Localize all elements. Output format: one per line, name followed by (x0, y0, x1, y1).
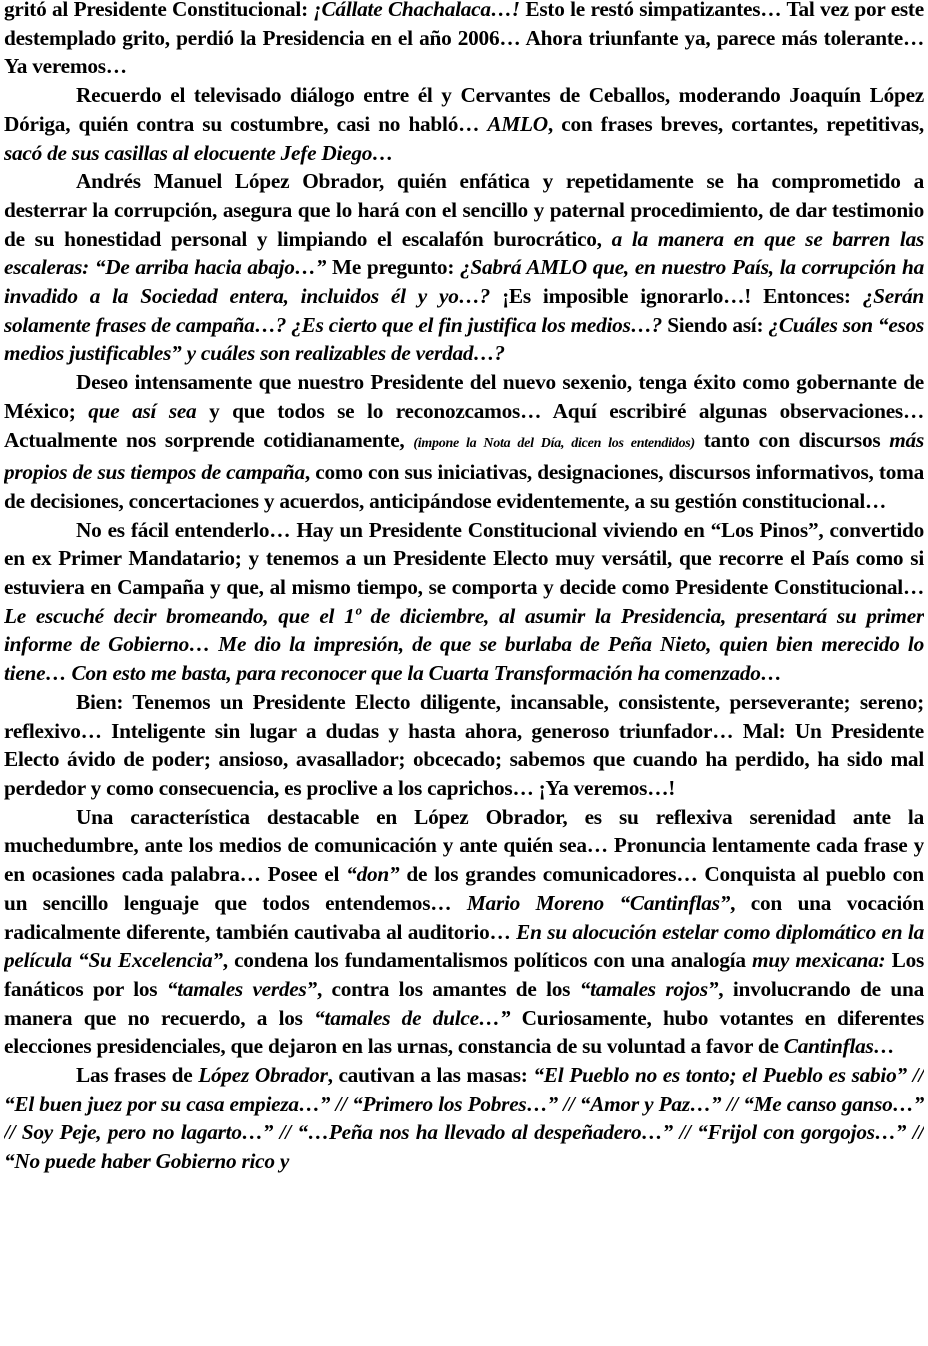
text-run: Bien: Tenemos un Presidente Electo diligente, incansable, consistente, perseverante; sereno; reflexivo… Inteligente sin lugar a dudas y hasta ahora, generoso triunfador… Mal: Un Presidente Electo ávido de poder; ansioso, avasallador; obcecado; sabemos que cuando ha perdido, ha sido mal perdedor y como consecuencia, es proclive a los caprichos… ¡Ya veremos…! (4, 689, 924, 800)
paragraph (4, 0, 924, 81)
italic-text: ¡Cállate Chachalaca…! (313, 0, 520, 21)
text-run: Esto le restó simpatizantes… Tal vez por este destemplado grito, perdió la Presidencia en el año 2006… Ahora triunfante ya, parece más tolerante… Ya veremos… (4, 0, 924, 79)
text-run: , involucrando de una manera que no recuerdo, a los (4, 976, 924, 1030)
text-run: y que todos se lo reconozcamos… Aquí escribiré algunas observaciones… Actualmente nos sorprende cotidianamente, (4, 398, 924, 452)
italic-text: En su alocución estelar como diplomático en la película “Su Excelencia” (4, 919, 924, 973)
italic-text: “don” (346, 862, 400, 887)
italic-text: ¿Cuáles son “esos medios justificables” y cuáles son realizables de verdad…? (4, 312, 924, 366)
text-run: No es fácil entenderlo… Hay un Presidente Constitucional viviendo en “Los Pinos”, convertido en ex Primer Mandatario; y tenemos a un Presidente Electo muy versátil, que recorre el País como si estuviera en Campaña y que, al mismo tiempo, se comporta y decide como Presidente Constitucional… (4, 517, 924, 600)
text-run: , como con sus iniciativas, designaciones, discursos informativos, toma de decisiones, concertaciones y acuerdos, anticipándose evidentemente, a su gestión constitucional… (4, 460, 924, 513)
italic-text: más propios de sus tiempos de campaña (4, 427, 924, 485)
text-run: Deseo intensamente que nuestro Presidente del nuevo sexenio, tenga éxito como gobernante de México; (4, 370, 924, 423)
text-run: tanto con discursos (694, 427, 890, 452)
paragraph (4, 803, 924, 1061)
paragraph (4, 1061, 924, 1176)
paragraph (4, 368, 924, 516)
text-run: Siendo así: (662, 312, 769, 337)
paragraph (4, 167, 924, 368)
text-run: , cautivan a las masas: (327, 1063, 534, 1088)
italic-text: “tamales verdes” (166, 976, 317, 1001)
small-italic-text: (impone la Nota del Día, dicen los entendidos) (413, 435, 695, 451)
italic-text: que así sea (88, 398, 197, 423)
italic-text: Mario Moreno “Cantinflas” (466, 890, 731, 915)
text-run: Me pregunto: (326, 255, 461, 280)
italic-text: a la manera en que se barren las escaleras: “De arriba hacia abajo…” (4, 226, 924, 280)
text-run: Recuerdo el televisado diálogo entre él y Cervantes de Ceballos, moderando Joaquín López Dóriga, quién contra su costumbre, casi no habló… (4, 83, 924, 136)
italic-text: ¿Sabrá AMLO que, en nuestro País, la corrupción ha invadido a la Sociedad entera, incluidos él y yo…? (4, 255, 924, 309)
text-run: ¡Es imposible ignorarlo…! Entonces: (490, 284, 863, 309)
paragraph (4, 81, 924, 167)
paragraph (4, 688, 924, 803)
italic-text: Cantinflas… (783, 1034, 895, 1059)
italic-text: muy mexicana: (751, 948, 886, 973)
text-run: Curiosamente, hubo votantes en diferentes elecciones presidenciales, que dejaron en las urnas, constancia de su voluntad a favor de (4, 1005, 924, 1059)
text-run: Las frases de (76, 1063, 199, 1088)
text-run: , condena los fundamentalismos políticos con una analogía (222, 948, 752, 973)
italic-text: “tamales rojos” (579, 976, 719, 1001)
italic-text: AMLO (487, 111, 548, 136)
italic-text: López Obrador (198, 1063, 328, 1088)
italic-text: “El Pueblo no es tonto; el Pueblo es sabio” // “El buen juez por su casa empieza…” // “Primero los Pobres…” // “Amor y Paz…” // “Me canso ganso…” // Soy Peje, pero no lagarto…” // “…Peña nos ha llevado al despeñadero…” // “Frijol con gorgojos…” // “No puede haber Gobierno rico y (4, 1063, 924, 1174)
document-page (4, 0, 924, 1346)
text-run: Los fanáticos por los (4, 948, 924, 1001)
text-run: gritó al Presidente Constitucional: (4, 0, 314, 21)
italic-text: sacó de sus casillas al elocuente Jefe Diego… (4, 140, 394, 165)
italic-text: “tamales de dulce…” (314, 1005, 511, 1030)
text-run: , con frases breves, cortantes, repetitivas, (547, 111, 924, 136)
italic-text: ¿Serán solamente frases de campaña…? ¿Es cierto que el fin justifica los medios…? (4, 284, 924, 337)
italic-text: Le escuché decir bromeando, que el 1º de diciembre, al asumir la Presidencia, presentará su primer informe de Gobierno… Me dio la impresión, de que se burlaba de Peña Nieto, quien bien merecido lo tiene… Con esto me basta, para reconocer que la Cuarta Transformación ha comenzado… (4, 603, 924, 686)
text-run: , contra los amantes de los (316, 976, 580, 1001)
text-run: de los grandes comunicadores… Conquista al pueblo con un sencillo lenguaje que todos entendemos… (4, 862, 924, 915)
text-run: Andrés Manuel López Obrador, quién enfática y repetidamente se ha comprometido a desterrar la corrupción, asegura que lo hará con el sencillo y paternal procedimiento, de dar testimonio de su honestidad personal y limpiando el escalafón burocrático, (4, 169, 924, 251)
text-run: , con una vocación radicalmente diferente, también cautivaba al auditorio… (4, 890, 924, 944)
text-run: Una característica destacable en López Obrador, es su reflexiva serenidad ante la muchedumbre, ante los medios de comunicación y ante quién sea… Pronuncia lentamente cada frase y en ocasiones cada palabra… Posee el (4, 804, 924, 887)
paragraph (4, 516, 924, 688)
